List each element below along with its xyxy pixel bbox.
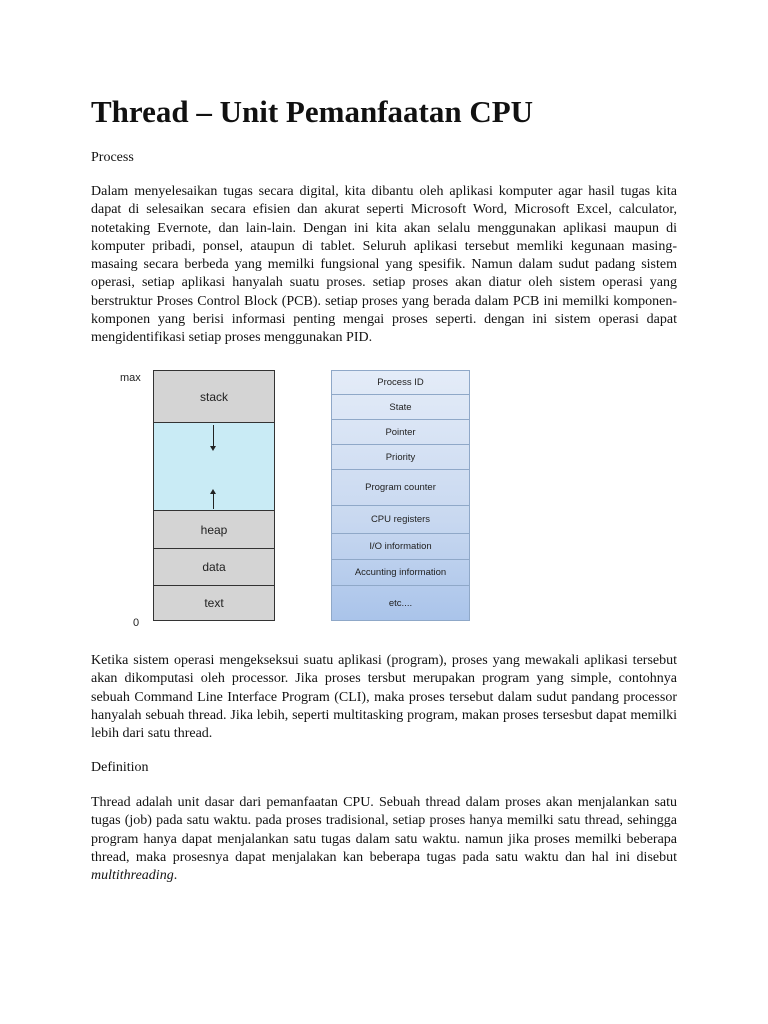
- memory-zero-label: 0: [133, 617, 140, 629]
- stack-label: stack: [199, 389, 228, 404]
- memory-max-label: max: [120, 372, 141, 384]
- multithreading-term: multithreading: [91, 868, 174, 884]
- pcb-row: I/O information: [332, 534, 469, 560]
- execution-paragraph: Ketika sistem operasi mengekseksui suatu aplikasi (program), proses yang mewakali aplikasi tersebut akan dikomputasi oleh processor. Jika proses tersbut merupakan program yang simple, contohnya sebuah Command Line Interface Program (CLI), maka proses tersebut dalam sudut pandang processor hanyalah sebuah thread. Jika lebih, seperti multitasking program, makan proses tersesbut dapat memilki lebih dari satu thread.: [91, 653, 677, 742]
- pcb-row: etc....: [388, 597, 413, 609]
- section-heading-process: Process: [91, 150, 134, 165]
- memory-segment-text: [154, 586, 274, 620]
- text-label: text: [204, 596, 224, 610]
- memory-free-space: [154, 423, 274, 511]
- stack-growth-arrow: [213, 425, 214, 447]
- memory-segment-stack: [154, 371, 274, 423]
- section-heading-definition: Definition: [91, 760, 149, 775]
- pcb-row: State: [332, 395, 469, 420]
- heap-label: heap: [200, 522, 228, 537]
- heap-growth-arrow: [213, 493, 214, 509]
- pcb-row: Pointer: [332, 420, 469, 445]
- definition-paragraph: [91, 794, 677, 885]
- memory-segment-heap: [154, 511, 274, 549]
- data-label: data: [202, 560, 226, 574]
- pcb-row: Accunting information: [332, 560, 469, 586]
- pcb-diagram: [331, 370, 470, 621]
- definition-end: .: [173, 868, 178, 884]
- definition-text: Thread adalah unit dasar dari pemanfaatan CPU. Sebuah thread dalam proses akan menjalankan satu tugas (job) pada satu waktu. pada proses tradisional, setiap proses hanya memilki satu thread, sehingga program hanya dapat menjalankan satu tugas dalam satu waktu. namun jika proses memilki beberapa thread, maka prosesnya dapat menjalakan kan beberapa tugas pada satu waktu dan hal ini disebut: [91, 795, 677, 865]
- pcb-row: Priority: [332, 445, 469, 470]
- memory-block: [153, 370, 275, 621]
- process-paragraph: Dalam menyelesaikan tugas secara digital, kita dibantu oleh aplikasi komputer agar hasil tugas kita dapat di selesaikan secara efisien dan akurat seperti Microsoft Word, Microsoft Excel, calculator, notetaking Evernote, dan lain-lain. Dengan ini kita akan selalu menggunakan aplikasi maupun di komputer pribadi, ponsel, ataupun di tablet. Seluruh aplikasi tersebut memliki kegunaan masing-masaing secara berbeda yang memilki fungsional yang spesifik. Namun dalam sudut padang sistem operasi, setiap aplikasi hanyalah suatu proses. setiap proses akan diatur oleh sistem operasi yang berstruktur Proses Control Block (PCB). setiap proses yang berada dalam PCB ini memilki komponen-komponen yang berisi informasi penting mengai proses seperti. dengan ini sistem operasi dapat mengidentifikasi setiap proses menggunakan PID.: [91, 184, 677, 346]
- pcb-row: CPU registers: [332, 506, 469, 534]
- pcb-row: Program counter: [332, 470, 469, 506]
- pcb-row: Process ID: [332, 371, 469, 395]
- memory-segment-data: [154, 549, 274, 586]
- page-title: Thread – Unit Pemanfaatan CPU: [91, 94, 534, 129]
